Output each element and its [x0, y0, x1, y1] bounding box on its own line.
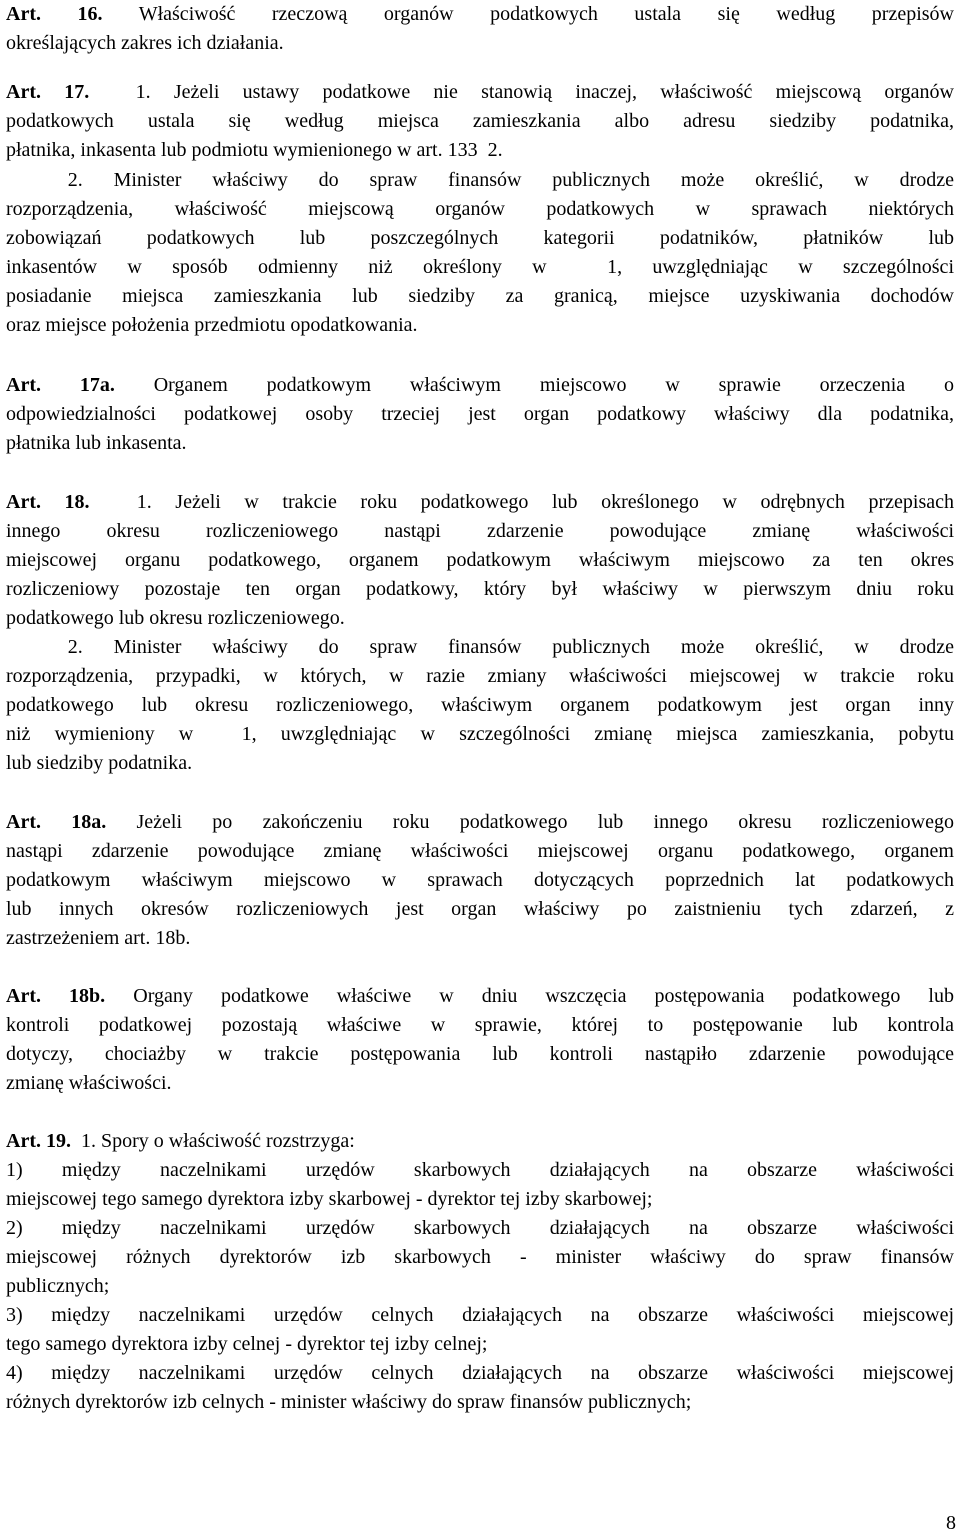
text-run: rozporządzenia, właściwość miejscową organów podatkowych w sprawach niektórych: [6, 198, 954, 220]
text-line: [6, 575, 954, 604]
text-run: Właściwość rzeczową organów podatkowych ustala się według przepisów: [102, 3, 954, 25]
text-line: [6, 924, 954, 953]
text-run: innego okresu rozliczeniowego nastąpi zdarzenie powodujące zmianę właściwości: [6, 520, 954, 542]
text-run: 1. Jeżeli ustawy podatkowe nie stanowią inaczej, właściwość miejscową organów: [89, 81, 954, 103]
text-run: oraz miejsce położenia przedmiotu opodatkowania.: [6, 314, 418, 336]
article-number: Art. 19.: [6, 1130, 71, 1152]
text-run: zastrzeżeniem art. 18b.: [6, 927, 191, 949]
text-run: miejscowej tego samego dyrektora izby skarbowej - dyrektor tej izby skarbowej;: [6, 1188, 653, 1210]
text-run: lub innych okresów rozliczeniowych jest organ właściwy po zaistnieniu tych zdarzeń, z: [6, 898, 954, 920]
text-line: [6, 1388, 954, 1417]
text-line: [6, 107, 954, 136]
text-line: [6, 1069, 954, 1098]
text-run: 3) między naczelnikami urzędów celnych działających na obszarze właściwości miejscowej: [6, 1304, 954, 1326]
article-number: Art. 17.: [6, 81, 90, 103]
text-line: [6, 29, 954, 58]
text-line: [6, 662, 954, 691]
text-line: [6, 1359, 954, 1388]
text-run: niż wymieniony w 1, uwzględniając w szczególności zmianę miejsca zamieszkania, pobytu: [6, 723, 954, 745]
text-line: [6, 517, 954, 546]
text-line: [6, 166, 954, 195]
text-run: nastąpi zdarzenie powodujące zmianę właściwości miejscowej organu podatkowego, organem: [6, 840, 954, 862]
text-run: określających zakres ich działania.: [6, 32, 284, 54]
text-line: [6, 224, 954, 253]
text-line: [6, 195, 954, 224]
text-line: [6, 311, 954, 340]
text-line: [6, 488, 954, 517]
text-run: publicznych;: [6, 1275, 110, 1297]
text-run: 2. Minister właściwy do spraw finansów publicznych może określić, w drodze: [6, 636, 954, 658]
article-number: Art. 18b.: [6, 985, 106, 1007]
text-run: Organem podatkowym właściwym miejscowo w sprawie orzeczenia o: [114, 374, 954, 396]
text-run: podatkowym właściwym miejscowo w sprawach dotyczących poprzednich lat podatkowych: [6, 869, 954, 891]
text-run: zmianę właściwości.: [6, 1072, 172, 1094]
text-run: tego samego dyrektora izby celnej - dyrektor tej izby celnej;: [6, 1333, 488, 1355]
text-line: [6, 1185, 954, 1214]
text-run: Organy podatkowe właściwe w dniu wszczęcia postępowania podatkowego lub: [105, 985, 954, 1007]
page-number: 8: [946, 1512, 956, 1534]
text-run: inkasentów w sposób odmienny niż określony w 1, uwzględniając w szczególności: [6, 256, 954, 278]
text-line: [6, 1011, 954, 1040]
text-run: miejscowej organu podatkowego, organem podatkowym właściwym miejscowo za ten okres: [6, 549, 954, 571]
text-run: miejscowej różnych dyrektorów izb skarbowych - minister właściwy do spraw finansów: [6, 1246, 954, 1268]
text-run: podatkowego lub okresu rozliczeniowego, właściwym organem podatkowym jest organ inny: [6, 694, 954, 716]
text-line: [6, 720, 954, 749]
text-line: [6, 1156, 954, 1185]
text-line: [6, 371, 954, 400]
text-line: [6, 837, 954, 866]
text-line: [6, 1243, 954, 1272]
text-line: [6, 691, 954, 720]
text-line: [6, 546, 954, 575]
text-line: [6, 1214, 954, 1243]
text-run: odpowiedzialności podatkowej osoby trzeciej jest organ podatkowy właściwy dla podatnika,: [6, 403, 954, 425]
text-run: lub siedziby podatnika.: [6, 752, 193, 774]
article-number: Art. 18a.: [6, 811, 107, 833]
text-run: 4) między naczelnikami urzędów celnych działających na obszarze właściwości miejscowej: [6, 1362, 954, 1384]
article-number: Art. 16.: [6, 3, 103, 25]
text-line: [6, 136, 954, 165]
text-line: [6, 400, 954, 429]
text-run: 1) między naczelnikami urzędów skarbowych działających na obszarze właściwości: [6, 1159, 954, 1181]
text-line: [6, 1272, 954, 1301]
text-run: zobowiązań podatkowych lub poszczególnych kategorii podatników, płatników lub: [6, 227, 954, 249]
text-run: 1. Jeżeli w trakcie roku podatkowego lub określonego w odrębnych przepisach: [89, 491, 954, 513]
text-run: Jeżeli po zakończeniu roku podatkowego lub innego okresu rozliczeniowego: [106, 811, 954, 833]
text-run: podatkowych ustala się według miejsca zamieszkania albo adresu siedziby podatnika,: [6, 110, 954, 132]
text-line: [6, 982, 954, 1011]
text-run: podatkowego lub okresu rozliczeniowego.: [6, 607, 345, 629]
text-run: kontroli podatkowej pozostają właściwe w sprawie, której to postępowanie lub kontrola: [6, 1014, 954, 1036]
text-run: 2) między naczelnikami urzędów skarbowych działających na obszarze właściwości: [6, 1217, 954, 1239]
text-run: płatnika lub inkasenta.: [6, 432, 187, 454]
text-line: [6, 429, 954, 458]
text-run: płatnika, inkasenta lub podmiotu wymienionego w art. 133 2.: [6, 139, 503, 161]
text-line: [6, 1040, 954, 1069]
text-run: różnych dyrektorów izb celnych - minister właściwy do spraw finansów publicznych;: [6, 1391, 692, 1413]
text-line: [6, 0, 954, 29]
text-line: [6, 1127, 954, 1156]
article-number: Art. 17a.: [6, 374, 115, 396]
text-line: [6, 1301, 954, 1330]
text-line: [6, 604, 954, 633]
text-run: posiadanie miejsca zamieszkania lub siedziby za granicą, miejsce uzyskiwania dochodów: [6, 285, 954, 307]
text-line: [6, 866, 954, 895]
text-run: dotyczy, chociażby w trakcie postępowania lub kontroli nastąpiło zdarzenie powodujące: [6, 1043, 954, 1065]
text-line: [6, 78, 954, 107]
text-line: [6, 1330, 954, 1359]
text-line: [6, 282, 954, 311]
text-run: rozliczeniowy pozostaje ten organ podatkowy, który był właściwy w pierwszym dniu roku: [6, 578, 954, 600]
text-line: [6, 633, 954, 662]
text-line: [6, 895, 954, 924]
article-number: Art. 18.: [6, 491, 90, 513]
text-line: [6, 253, 954, 282]
text-line: [6, 808, 954, 837]
text-run: rozporządzenia, przypadki, w których, w razie zmiany właściwości miejscowej w trakcie roku: [6, 665, 954, 687]
text-run: 1. Spory o właściwość rozstrzyga:: [70, 1130, 355, 1152]
text-line: [6, 749, 954, 778]
text-run: 2. Minister właściwy do spraw finansów publicznych może określić, w drodze: [6, 169, 954, 191]
